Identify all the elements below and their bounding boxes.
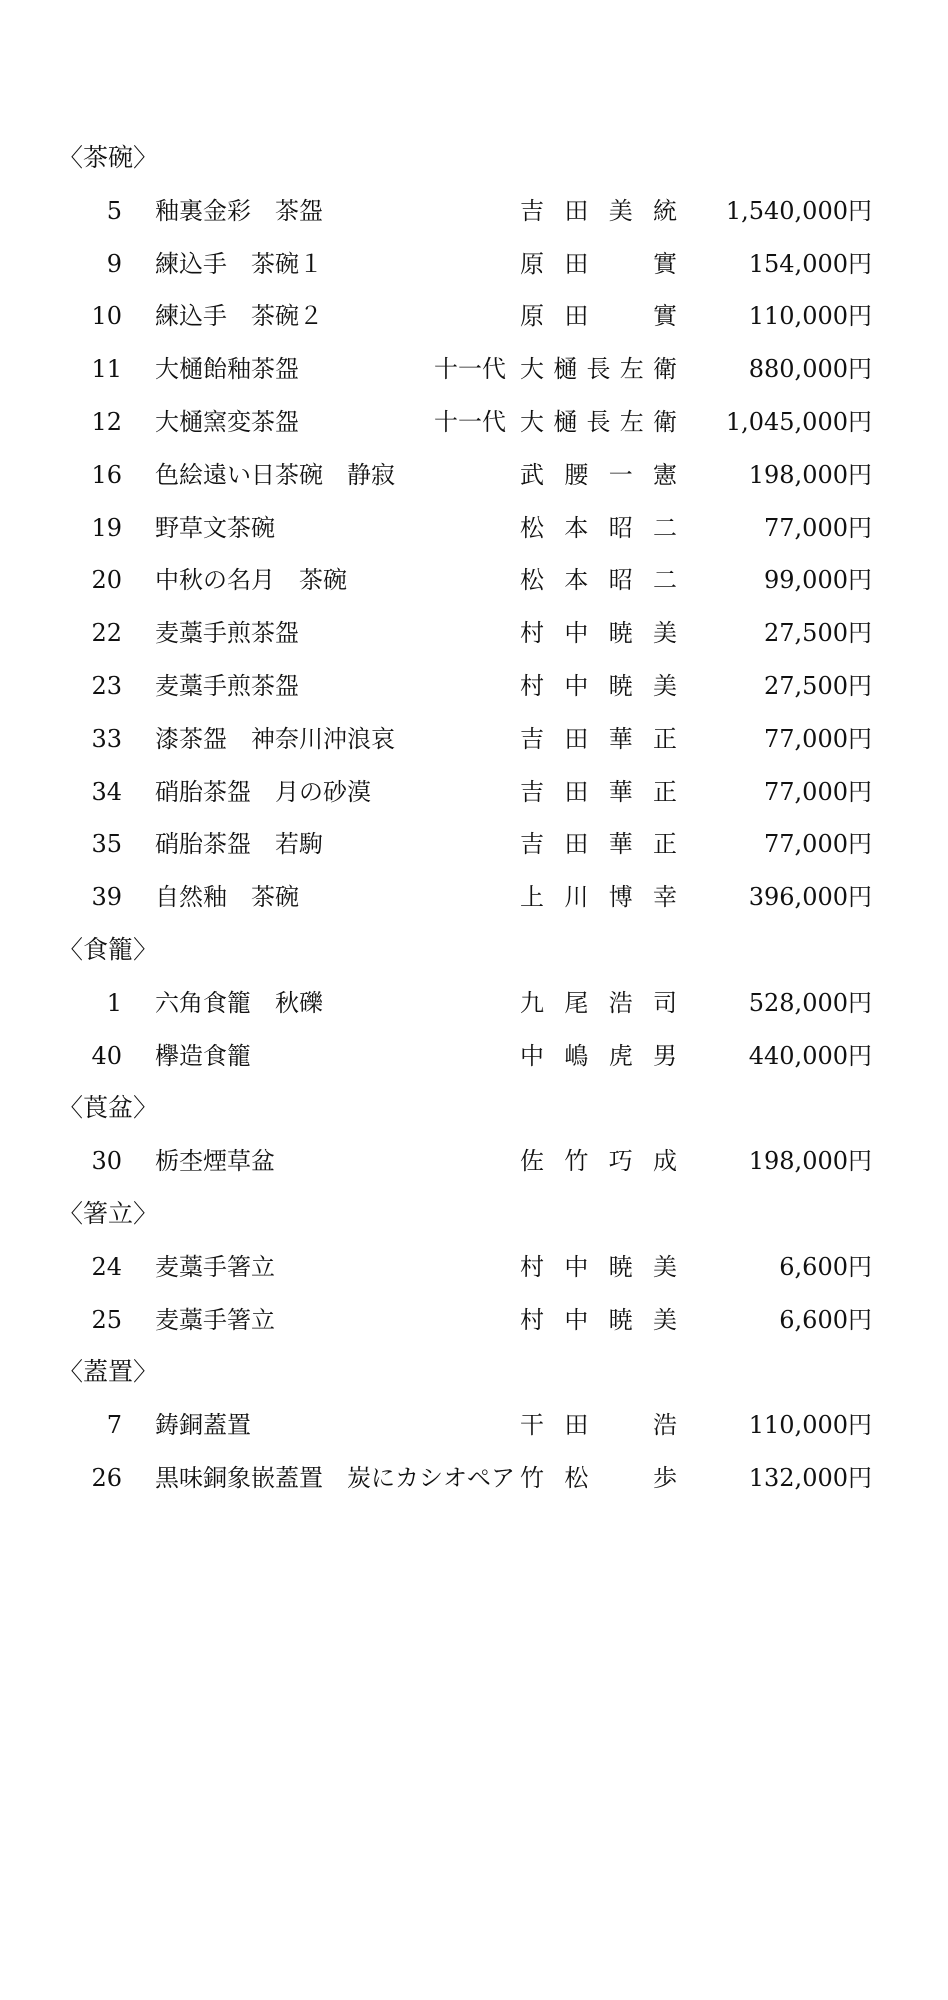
item-price: 110,000円: [748, 1411, 872, 1440]
item-price: 154,000円: [748, 249, 872, 278]
item-generation: 十一代: [434, 355, 506, 384]
item-title: 漆茶盌 神奈川沖浪哀: [155, 724, 395, 753]
item-row: [0, 554, 948, 607]
item-row: [0, 185, 948, 238]
item-artist: 大 樋 長 左 衛: [520, 407, 677, 436]
item-title: 欅造食籠: [155, 1041, 251, 1070]
item-number: 35: [91, 830, 122, 859]
item-title: 鋳銅蓋置: [155, 1411, 251, 1440]
item-artist: 吉 田 華 正: [520, 724, 677, 753]
item-row: [0, 977, 948, 1030]
item-title: 麦藁手煎茶盌: [155, 619, 299, 648]
item-row: [0, 1294, 948, 1347]
item-price: 198,000円: [748, 1147, 872, 1176]
item-number: 34: [91, 777, 122, 806]
item-row: [0, 1030, 948, 1083]
item-artist: 松 本 昭 二: [520, 513, 677, 542]
category-heading: 〈莨盆〉: [58, 1093, 159, 1123]
item-title: 硝胎茶盌 月の砂漠: [155, 777, 371, 806]
item-artist: 大 樋 長 左 衛: [520, 355, 677, 384]
item-number: 11: [91, 355, 122, 384]
item-title: 中秋の名月 茶碗: [155, 566, 347, 595]
item-number: 5: [106, 196, 122, 225]
category-heading: 〈蓋置〉: [58, 1357, 159, 1387]
item-price: 132,000円: [748, 1463, 872, 1492]
item-title: 野草文茶碗: [155, 513, 275, 542]
item-number: 7: [106, 1411, 122, 1440]
item-row: [0, 713, 948, 766]
category-heading: 〈箸立〉: [58, 1198, 159, 1228]
item-artist: 村 中 暁 美: [520, 671, 677, 700]
item-price: 27,500円: [764, 619, 872, 648]
item-price: 77,000円: [764, 777, 872, 806]
item-title: 六角食籠 秋礫: [155, 988, 323, 1017]
item-price: 110,000円: [748, 302, 872, 331]
item-artist: 原 田 實: [520, 249, 677, 278]
item-title: 大樋飴釉茶盌: [155, 355, 299, 384]
item-price: 1,045,000円: [725, 407, 872, 436]
item-number: 24: [91, 1252, 122, 1281]
item-number: 40: [91, 1041, 122, 1070]
item-row: [0, 1452, 948, 1505]
item-price: 1,540,000円: [725, 196, 872, 225]
item-title: 黒味銅象嵌蓋置 炭にカシオペア: [155, 1463, 515, 1492]
item-title: 釉裏金彩 茶盌: [155, 196, 323, 225]
item-number: 26: [91, 1463, 122, 1492]
item-artist: 吉 田 華 正: [520, 777, 677, 806]
item-title: 練込手 茶碗１: [155, 249, 323, 278]
item-row: [0, 396, 948, 449]
item-number: 33: [91, 724, 122, 753]
category-heading: 〈茶碗〉: [58, 143, 159, 172]
item-title: 麦藁手煎茶盌: [155, 671, 299, 700]
item-row: [0, 449, 948, 502]
item-price: 198,000円: [748, 460, 872, 489]
item-number: 9: [106, 249, 122, 278]
item-title: 栃杢煙草盆: [155, 1147, 275, 1176]
item-row: [0, 1241, 948, 1294]
item-number: 19: [91, 513, 122, 542]
item-number: 25: [91, 1305, 122, 1334]
item-title: 硝胎茶盌 若駒: [155, 830, 323, 859]
item-price: 27,500円: [764, 671, 872, 700]
item-artist: 中 嶋 虎 男: [520, 1041, 677, 1070]
item-price: 440,000円: [748, 1041, 872, 1070]
item-number: 12: [91, 407, 122, 436]
item-row: [0, 871, 948, 924]
item-price: 396,000円: [748, 883, 872, 912]
category-heading-row: [0, 1346, 948, 1399]
item-row: [0, 343, 948, 396]
category-heading-row: [0, 132, 948, 185]
item-artist: 竹 松 歩: [520, 1463, 677, 1492]
item-artist: 干 田 浩: [520, 1411, 677, 1440]
item-artist: 吉 田 美 統: [520, 196, 677, 225]
item-price: 880,000円: [748, 355, 872, 384]
item-number: 39: [91, 883, 122, 912]
item-row: [0, 818, 948, 871]
item-artist: 佐 竹 巧 成: [520, 1147, 677, 1176]
item-title: 練込手 茶碗２: [155, 302, 323, 331]
item-price: 6,600円: [779, 1305, 872, 1334]
item-artist: 吉 田 華 正: [520, 830, 677, 859]
item-artist: 武 腰 一 憲: [520, 460, 677, 489]
item-price: 77,000円: [764, 513, 872, 542]
item-title: 大樋窯変茶盌: [155, 407, 299, 436]
item-title: 色絵遠い日茶碗 静寂: [155, 460, 395, 489]
item-generation: 十一代: [434, 407, 506, 436]
item-title: 麦藁手箸立: [155, 1252, 275, 1281]
item-price: 77,000円: [764, 724, 872, 753]
item-row: [0, 502, 948, 555]
item-price: 99,000円: [764, 566, 872, 595]
item-number: 16: [91, 460, 122, 489]
item-row: [0, 660, 948, 713]
item-number: 22: [91, 619, 122, 648]
item-row: [0, 1399, 948, 1452]
category-heading-row: [0, 924, 948, 977]
item-price: 528,000円: [748, 988, 872, 1017]
item-title: 麦藁手箸立: [155, 1305, 275, 1334]
item-artist: 松 本 昭 二: [520, 566, 677, 595]
category-heading-row: [0, 1188, 948, 1241]
item-artist: 原 田 實: [520, 302, 677, 331]
item-row: [0, 290, 948, 343]
item-row: [0, 238, 948, 291]
item-row: [0, 607, 948, 660]
category-heading-row: [0, 1082, 948, 1135]
item-row: [0, 1135, 948, 1188]
item-artist: 村 中 暁 美: [520, 1305, 677, 1334]
item-title: 自然釉 茶碗: [155, 883, 299, 912]
item-artist: 村 中 暁 美: [520, 619, 677, 648]
item-number: 20: [91, 566, 122, 595]
price-list: [0, 132, 948, 1505]
item-number: 23: [91, 671, 122, 700]
item-row: [0, 766, 948, 819]
item-artist: 九 尾 浩 司: [520, 988, 677, 1017]
item-number: 10: [91, 302, 122, 331]
item-price: 6,600円: [779, 1252, 872, 1281]
category-heading: 〈食籠〉: [58, 934, 159, 964]
item-number: 1: [106, 988, 122, 1017]
item-number: 30: [91, 1147, 122, 1176]
item-artist: 上 川 博 幸: [520, 883, 677, 912]
item-artist: 村 中 暁 美: [520, 1252, 677, 1281]
item-price: 77,000円: [764, 830, 872, 859]
